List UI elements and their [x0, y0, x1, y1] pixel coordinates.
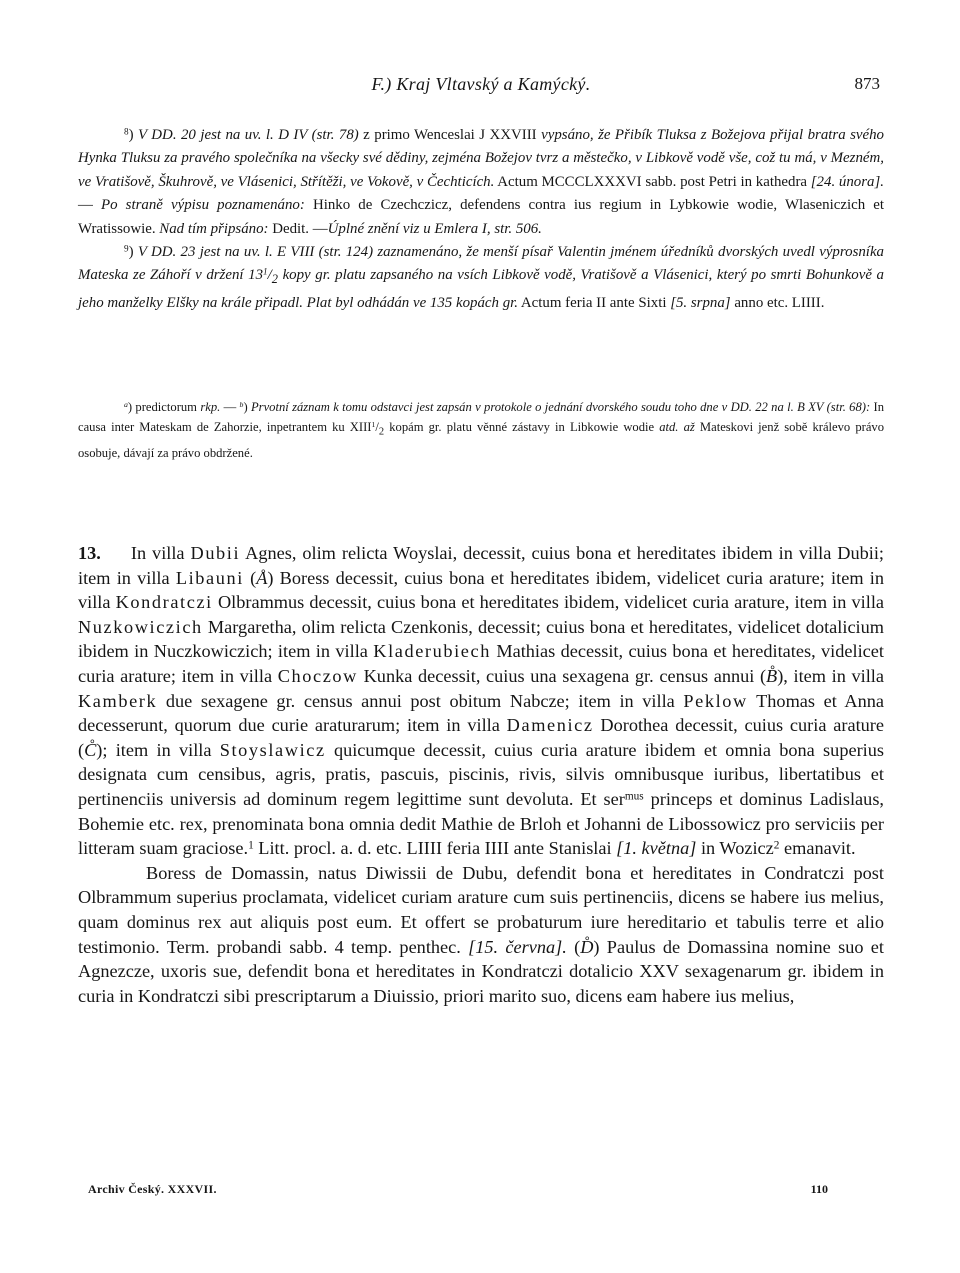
superscript: a — [124, 400, 128, 410]
text-segment: In villa — [130, 543, 191, 563]
superscript: b — [239, 400, 244, 410]
sheet-number: 110 — [810, 1182, 828, 1196]
text-segment: V DD. 20 jest na uv. l. D IV (str. 78) — [138, 127, 359, 143]
running-title: F.) Kraj Vltavský a Kamýcký. — [371, 74, 591, 94]
text-segment: ), item in villa — [777, 665, 884, 686]
superscript: 1 — [371, 420, 376, 430]
text-segment: ) — [243, 400, 251, 414]
text-segment: / — [375, 420, 379, 435]
paragraph-13 — [78, 541, 884, 861]
footnotes-upper — [78, 124, 884, 315]
text-segment: — — [78, 197, 102, 214]
text-segment: Å — [256, 567, 268, 588]
text-segment: [15. června]. — [468, 936, 567, 957]
text-segment: In causa inter Mateskam de Zahorzie, inpetrantem ku XIII — [78, 400, 884, 435]
village-name: Nuzkowiczich — [78, 616, 203, 637]
village-name: Kladerubiech — [373, 641, 491, 662]
text-segment: D̊ — [580, 936, 594, 957]
text-segment: ) Boress decessit, cuius bona et hereditates ibidem, videlicet curia arature; item in villa — [78, 567, 884, 613]
village-name: Dubii — [190, 543, 241, 563]
village-name: Choczow — [277, 665, 358, 686]
footnote-body — [78, 127, 884, 237]
text-segment: due sexagene gr. census annui post obitum Nabcze; item in villa — [157, 690, 684, 711]
textual-note — [78, 397, 884, 463]
text-segment: in Wozicz — [696, 838, 774, 859]
superscript: 1 — [248, 839, 254, 852]
superscript: 2 — [773, 839, 780, 852]
footnote-8: $^8$) V DD. 20 jest na uv. l. D IV (str. 78) z primo Wenceslai J XXVIII vypsáno, že Přibík Tluksa z Božejova přijal bratra svého Hynka Tluksu za pravého společníka na všecky své dědiny, zejména Božejov tvrz a městečko, v Libkově vodě vše, což tu má, v Mezném, ve Vratišově, Škuhrově, ve Vlásenici, Střítěži, ve Vokově, v Čechticích. Actum MCCCLXXXVI sabb. post Petri in kathedra [24. února]. — Po straně výpisu poznamenáno: Hinko de Czechczicz, defendens contra ius regium in Lybkowie wodie, Wlaseniczich et Wratissowie. Nad tím připsáno: Dedit. —Úplné znění viz u Emlera I, str. 506. — [78, 126, 885, 237]
subscript: 2 — [271, 272, 278, 287]
text-segment: Úplné znění viz u Emlera I, str. 506. — [327, 220, 542, 237]
text-segment: Actum feria II ante Sixti — [518, 294, 671, 311]
text-segment: Prvotní záznam k tomu odstavci jest zapsán v protokole o jednání dvorského soudu toho dne v DD. 22 na l. B XV (str. 68): — [250, 400, 871, 414]
text-segment: C̊ — [84, 739, 97, 760]
text-segment: [1. května] — [616, 838, 697, 859]
note-body — [78, 400, 884, 460]
text-segment: primo Wenceslai J XXVIII — [374, 127, 537, 143]
text-segment: z — [358, 127, 375, 143]
text-segment: Mateskovi jenž sobě králevo právo osobuje, dávají za právo obdržené. — [78, 420, 885, 460]
text-segment: rkp. — [200, 400, 221, 414]
text-segment: Mathias decessit, cuius bona et hereditates, videlicet curia arature; item in villa — [78, 641, 884, 686]
text-segment: princeps et dominus Ladislaus, Bohemie etc. rex, prenominata bona omnia dedit Mathie de Brloh et Johanni de Libossowicz pro serviciis per litteram suam graciose. — [78, 788, 884, 859]
footnote-marker: 9 — [124, 243, 129, 254]
text-segment: [24. února]. — [810, 173, 884, 190]
text-segment: ); item in villa — [96, 739, 220, 760]
text-segment: Dorothea decessit, cuius curia arature ( — [78, 715, 884, 760]
text-segment: Agnes, olim relicta Woyslai, decessit, cuius bona et hereditates ibidem in villa Dubii; item in villa — [78, 543, 884, 588]
text-segment: Margaretha, olim relicta Czenkonis, decessit; cuius bona et hereditates, videlicet dotalicium ibidem in Nuczkowiczich; item in villa — [78, 616, 884, 662]
village-name: Peklow — [683, 690, 748, 711]
text-segment: ) predictorum — [127, 400, 201, 414]
paragraph-body — [78, 863, 884, 1006]
text-segment: Actum MCCCLXXXVI sabb. post Petri in kathedra — [494, 173, 811, 190]
text-segment: — — [220, 400, 240, 414]
subscript: 2 — [378, 426, 385, 438]
text-segment: Hinko de Czechczicz, defendens contra ius regium in Lybkowie wodie, Wlaseniczich et Wratissowie. — [78, 197, 884, 237]
superscript: mus — [624, 790, 644, 803]
page-number: 873 — [854, 74, 880, 93]
text-segment: emanavit. — [779, 838, 856, 859]
text-segment: Boress de Domassin, natus Diwissii de Dubu, defendit bona et hereditates in Condratczi post Olbrammum superius proclamata, videlicet curiam arature cum suis pertinenciis, dicens se habere ius melius, quam dominus rex aut aliquis post eum. Et offert se probaturum iure hereditario et tabulis terre et alio testimonio. Term. probandi sabb. 4 temp. penthec. — [78, 862, 884, 957]
footnote-body — [78, 244, 884, 311]
footnote-9: $^9$) V DD. 23 jest na uv. l. E VIII (str. 124) zaznamenáno, že menší písař Valentin jménem úředníků dvorských uvedl výprosníka Mateska ze Záhoří v držení $13^1/_2$ kopy gr. platu zapsaného na vsích Libkově vodě, Vratišově a Vlásenici, který po smrti Bohunkově a jeho manželky Elšky na krále připadl. Plat byl odhádán ve 135 kopách gr. Actum feria II ante Sixti [5. srpna] anno etc. LIIII. — [78, 243, 884, 311]
text-segment: / — [267, 267, 272, 284]
main-text — [78, 541, 884, 1008]
text-segment: quicumque decessit, cuius curia arature ibidem et omnia bona superius designata cum censibus, agris, pratis, pascuis, piscinis, rivis, silvis omnibusque iuribus, libertatibus et pertinenciis universis ad dominum regem legittime sunt devoluta. Et ser — [78, 739, 884, 809]
paragraph-defense — [78, 861, 884, 1009]
text-segment: V DD. 23 jest na uv. l. E VIII (str. 124) zaznamenáno, že menší písař Valentin jménem úředníků dvorských uvedl výprosníka Mateska ze Záhoří v držení 13 — [78, 244, 884, 284]
footnotes-lower — [78, 397, 884, 463]
text-segment: ( — [243, 567, 257, 588]
text-segment: B̊ — [766, 665, 778, 686]
text-segment: Dedit. — — [268, 220, 328, 237]
village-name: Libauni — [175, 567, 244, 588]
footnote-marker: 8 — [124, 126, 129, 137]
text-segment: ) Paulus de Domassina nomine suo et Agnezcze, uxoris sue, defendit bona et hereditates in Kondratczi dotalicio XXV sexagenarum gr. ibidem in curia in Kondratczi sibi prescriptarum a Diuissio, priori marito suo, dicens eam habere ius melius, — [78, 936, 884, 1006]
text-segment: kopám gr. platu věnné zástavy in Libkowie wodie — [384, 420, 660, 435]
text-segment: [5. srpna] — [670, 294, 731, 311]
text-segment: ( — [566, 936, 581, 957]
text-segment: atd. — [659, 420, 679, 435]
text-segment: anno etc. LIIII. — [730, 294, 825, 311]
paragraph-body — [78, 543, 884, 858]
journal-signature: Archiv Český. XXXVII. — [88, 1182, 217, 1196]
text-segment: Thomas et Anna decesserunt, quorum due curie araturarum; item in villa — [78, 690, 885, 736]
village-name: Kamberk — [78, 690, 158, 711]
village-name: Stoyslawicz — [219, 739, 326, 760]
text-segment: vypsáno, že Přibík Tluksa z Božejova přijal bratra svého Hynka Tluksu za pravého společníka na všecky své dědiny, zejména Božejov tvrz a městečko, v Libkově vodě vše, což tu má, v Mezném, ve Vratišově, Škuhrově, ve Vlásenici, Střítěži, ve Vokově, v Čechticích. — [78, 127, 885, 190]
superscript: 1 — [263, 266, 268, 277]
village-name: Damenicz — [506, 715, 594, 736]
text-segment: Kunka decessit, cuius una sexagena gr. census annui ( — [357, 665, 767, 686]
text-segment: Olbrammus decessit, cuius bona et hereditates ibidem, videlicet curia arature, item in villa — [212, 592, 885, 613]
text-segment: až — [683, 420, 695, 435]
text-segment: Nad tím připsáno: — [159, 220, 269, 237]
section-number: 13. — [78, 543, 101, 563]
text-segment: kopy gr. platu zapsaného na vsích Libkově vodě, Vratišově a Vlásenici, který po smrti Bohunkově a jeho manželky Elšky na krále připadl. Plat byl odhádán ve 135 kopách gr. — [78, 267, 884, 311]
text-segment: Po straně výpisu poznamenáno: — [101, 197, 305, 214]
running-header — [78, 74, 884, 98]
page-footer — [88, 1182, 884, 1202]
village-name: Kondratczi — [115, 592, 213, 613]
text-segment: Litt. procl. a. d. etc. LIIII feria IIII ante Stanislai — [253, 838, 617, 859]
